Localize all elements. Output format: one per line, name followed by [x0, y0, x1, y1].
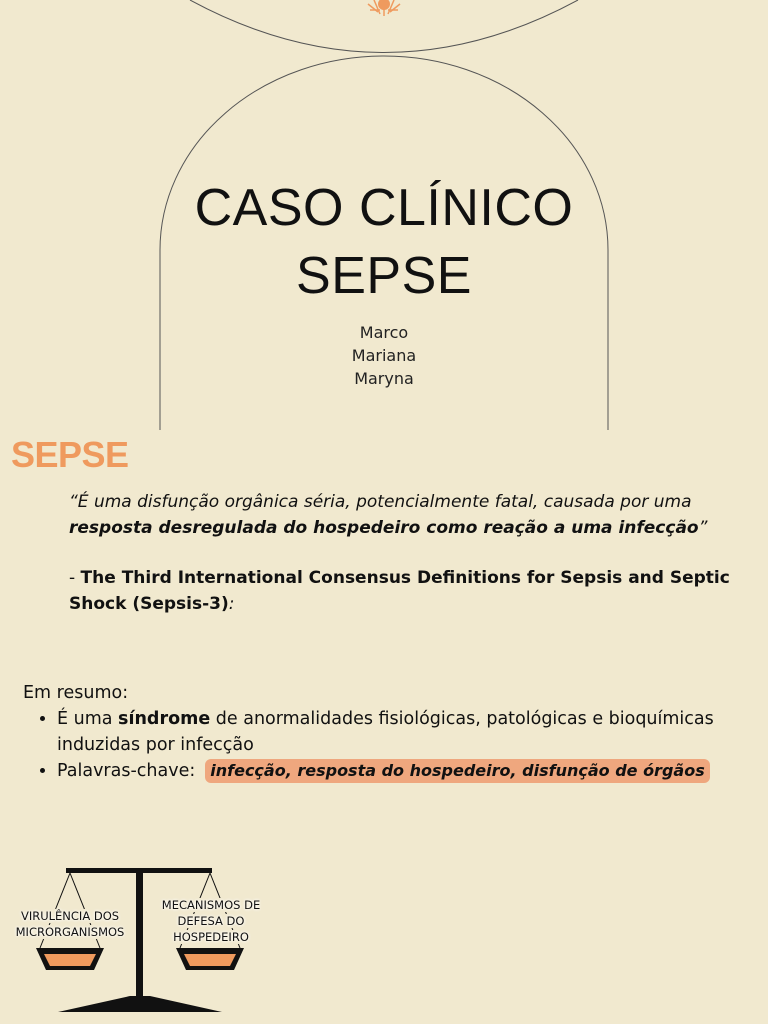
scale-label-line: MECANISMOS DE — [161, 898, 261, 912]
quote-bold-text: resposta desregulada do hospedeiro como reação a uma infecção — [69, 518, 699, 538]
author-name: Maryna — [354, 369, 414, 388]
keywords-highlight: infecção, resposta do hospedeiro, disfunção de órgãos — [205, 759, 709, 783]
source-paren: (Sepsis-3) — [126, 594, 229, 614]
bullet-text: É uma — [57, 709, 119, 729]
bullet-text: de anormalidades fisiológicas, patológicas e bioquímicas induzidas por infecção — [57, 709, 714, 755]
title-line-1: CASO CLÍNICO — [194, 179, 574, 237]
author-name: Mariana — [351, 346, 417, 365]
keywords-label: Palavras-chave: — [57, 761, 196, 781]
source-title: The Third International Consensus Definitions for Sepsis and Septic Shock — [69, 568, 730, 614]
quote-close: ” — [698, 518, 708, 538]
author-name: Marco — [359, 323, 409, 342]
scale-label-line: MICRORGANISMOS — [15, 925, 125, 939]
title-line-2: SEPSE — [296, 247, 472, 305]
source-colon: : — [228, 594, 235, 614]
scale-right-label — [152, 897, 270, 945]
section-title: SEPSE — [11, 434, 129, 475]
source-dash: - — [69, 568, 81, 588]
scale-label-line: DEFESA DO — [177, 914, 245, 928]
bullet-bold: síndrome — [118, 709, 211, 729]
summary-intro: Em resumo: — [23, 683, 129, 703]
scale-label-line: VIRULÊNCIA DOS — [20, 909, 120, 923]
quote-text: “É uma disfunção orgânica séria, potencialmente fatal, causada por uma — [69, 492, 692, 512]
scale-left-label — [8, 908, 132, 940]
scale-label-line: HOSPEDEIRO — [173, 930, 249, 944]
